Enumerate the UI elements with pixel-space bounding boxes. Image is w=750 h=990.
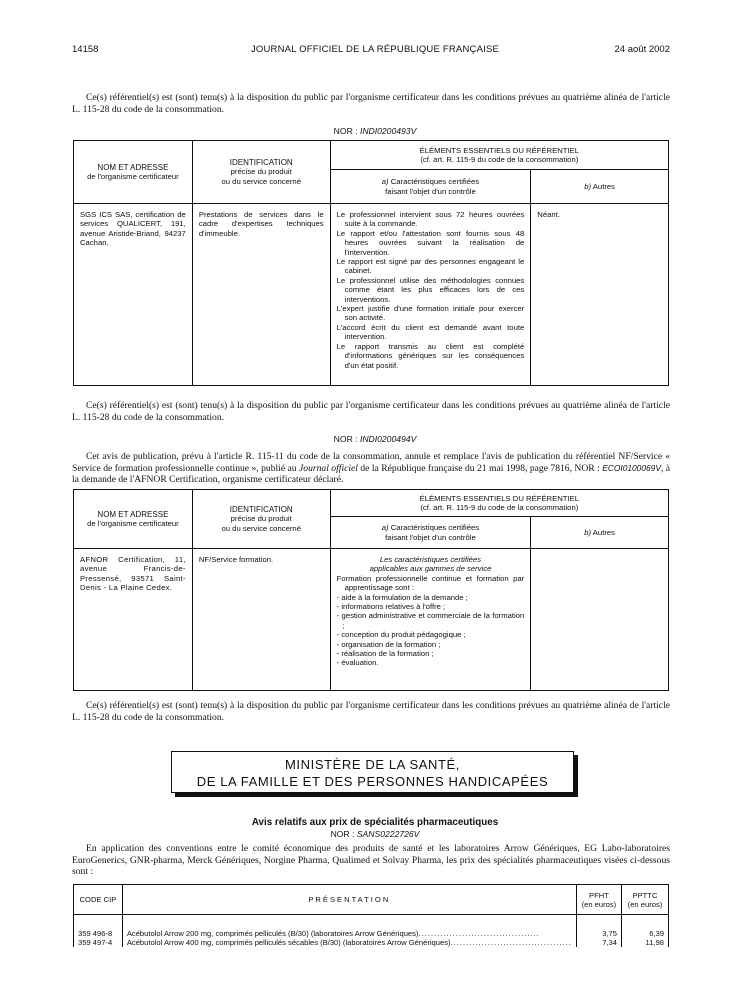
caracteristiques-cell	[330, 204, 531, 386]
header-elements: ÉLÉMENTS ESSENTIELS DU RÉFÉRENTIEL (cf. art. R. 115-9 du code de la consommation)	[330, 141, 668, 170]
nor-line-1	[0, 126, 750, 136]
page-number: 14158	[72, 44, 99, 55]
caracteristique-item: - aide à la formulation de la demande ;	[336, 592, 468, 602]
nor-label: NOR :	[333, 434, 358, 444]
header-identification: IDENTIFICATION précise du produit ou du service concerné	[192, 490, 330, 549]
organisme-cell: AFNOR Certification, 11, avenue Francis-de-Pressensé, 93571 Saint-Denis - La Plaine Cedex.	[74, 549, 193, 691]
autres-cell	[531, 549, 669, 691]
intro-paragraph: Ce(s) référentiel(s) est (sont) tenu(s) à la disposition du public par l'organisme certificateur dans les conditions prévues au quatrième alinéa de l'article L. 115-28 du code de la consommation.	[72, 92, 670, 115]
caracteristique-item: - conception du produit pédagogique ;	[336, 630, 466, 640]
code-cip-cell: 359 497-4	[74, 938, 123, 947]
nor-code: INDI0200494V	[359, 434, 417, 444]
header-presentation: PRÉSENTATION	[122, 885, 576, 915]
referentiel-table-2	[73, 489, 669, 691]
caracteristique-item: - réalisation de la formation ;	[336, 649, 434, 659]
journal-officiel-ref: Journal officiel	[299, 462, 358, 474]
header-code-cip: CODE CIP	[74, 885, 123, 915]
referentiel-table-1	[73, 140, 669, 386]
header-pfht: PFHT (en euros)	[576, 885, 621, 915]
price-table	[73, 884, 669, 947]
caracteristique-item: Le rapport et/ou l'attestation sont fournis sous 48 heures ouvrées suivant la réalisation de l'intervention.	[336, 228, 525, 257]
header-caracteristiques: a) Caractéristiques certifiées faisant l'objet d'un contrôle	[330, 517, 531, 549]
avis-prix-paragraph: En application des conventions entre le comité économique des produits de santé et les laboratoires Arrow Génériques, EG Labo-laboratoires EuroGenerics, GNR-pharma, Merck Génériques, Norgine Pharma, Qualimed et Solvay Pharma, les prix des spécialités pharmaceutiques visées ci-dessous sont :	[72, 843, 670, 877]
header-nom-adresse: NOM ET ADRESSE de l'organisme certificateur	[74, 141, 193, 204]
ministry-line-1: MINISTÈRE DE LA SANTÉ,	[284, 757, 460, 772]
caracteristiques-cell	[330, 549, 531, 691]
header-autres: b) Autres	[531, 170, 669, 204]
header-caracteristiques: a) Caractéristiques certifiées faisant l'objet d'un contrôle	[330, 170, 531, 204]
ministry-heading-box	[171, 751, 574, 793]
nor-label: NOR :	[330, 829, 355, 839]
table-row	[74, 929, 669, 938]
caracteristiques-title: Les caractéristiques certifiées	[379, 555, 482, 564]
header-autres: b) Autres	[531, 517, 669, 549]
nor-line-3	[0, 829, 750, 839]
caracteristiques-subtitle: applicables aux gammes de service	[369, 564, 492, 574]
nor-code: SANS0222726V	[356, 829, 420, 839]
caracteristiques-intro: Formation professionnelle continue et formation par apprentissage sont :	[336, 573, 525, 593]
after-paragraph-1: Ce(s) référentiel(s) est (sont) tenu(s) à la disposition du public par l'organisme certificateur dans les conditions prévues au quatrième alinéa de l'article L. 115-28 du code de la consommation.	[72, 400, 670, 423]
ppttc-cell: 11,98	[621, 938, 668, 947]
code-cip-cell: 359 496-8	[74, 929, 123, 938]
caracteristique-item: Le professionnel intervient sous 72 heures ouvrées suite à la commande.	[336, 210, 525, 229]
avis-publication-paragraph: Cet avis de publication, prévu à l'article R. 115-11 du code de la consommation, annule et remplace l'avis de publication du référentiel NF/Service « Service de formation professionnelle continue », publié au Journal officiel de la République française du 21 mai 1998, page 7816, NOR : ECOI0100069V, à la demande de l'AFNOR Certification, organisme certificateur déclaré.	[72, 451, 670, 485]
caracteristique-item: Le professionnel utilise des méthodologies connues comme étant les plus efficaces lors de ces interventions.	[336, 275, 525, 304]
header-nom-adresse: NOM ET ADRESSE de l'organisme certificateur	[74, 490, 193, 549]
identification-cell: Prestations de services dans le cadre d'expertises techniques d'immeuble.	[192, 204, 330, 386]
table-row	[74, 938, 669, 947]
header-identification: IDENTIFICATION précise du produit ou du service concerné	[192, 141, 330, 204]
header-ppttc: PPTTC (en euros)	[621, 885, 668, 915]
pfht-cell: 3,75	[576, 929, 621, 938]
caracteristique-item: - évaluation.	[336, 658, 379, 668]
autres-cell: Néant.	[531, 204, 669, 386]
identification-cell: NF/Service formation.	[192, 549, 330, 691]
after-paragraph-2: Ce(s) référentiel(s) est (sont) tenu(s) à la disposition du public par l'organisme certificateur dans les conditions prévues au quatrième alinéa de l'article L. 115-28 du code de la consommation.	[72, 700, 670, 723]
caracteristique-item: L'accord écrit du client est demandé avant toute intervention.	[336, 322, 525, 342]
nor-code: INDI0200493V	[359, 126, 417, 136]
pfht-cell: 7,34	[576, 938, 621, 947]
caracteristique-item: Le rapport transmis au client est complété d'informations génériques sur les conséquences d'un état positif.	[336, 341, 525, 370]
presentation-cell: Acébutolol Arrow 400 mg, comprimés pelliculés sécables (B/30) (laboratoires Arrow Génériques).......................................	[122, 938, 576, 947]
caracteristique-item: - informations relatives à l'offre ;	[336, 602, 446, 612]
issue-date: 24 août 2002	[614, 44, 670, 55]
caracteristique-item: - organisation de la formation ;	[336, 639, 441, 649]
organisme-cell: SGS ICS SAS, certification de services QUALICERT, 191, avenue Aristide-Briand, 94237 Cachan.	[74, 204, 193, 386]
avis-nor-code: ECOI0100069V	[602, 462, 661, 473]
ministry-line-2: DE LA FAMILLE ET DES PERSONNES HANDICAPÉES	[196, 774, 549, 789]
caracteristique-item: L'expert justifie d'une formation initiale pour exercer son activité.	[336, 304, 525, 323]
header-elements: ÉLÉMENTS ESSENTIELS DU RÉFÉRENTIEL (cf. art. R. 115-9 du code de la consommation)	[330, 490, 668, 517]
ppttc-cell: 6,39	[621, 929, 668, 938]
nor-label: NOR :	[333, 126, 358, 136]
nor-line-2	[0, 434, 750, 444]
avis-prix-title: Avis relatifs aux prix de spécialités pharmaceutiques	[251, 817, 499, 828]
journal-title: JOURNAL OFFICIEL DE LA RÉPUBLIQUE FRANÇAISE	[250, 44, 500, 55]
caracteristique-item: - gestion administrative et commerciale de la formation ;	[336, 611, 525, 630]
caracteristique-item: Le rapport est signé par des personnes engageant le cabinet.	[336, 257, 525, 276]
presentation-cell: Acébutolol Arrow 200 mg, comprimés pelliculés (B/30) (laboratoires Arrow Génériques).......................................	[122, 929, 576, 938]
